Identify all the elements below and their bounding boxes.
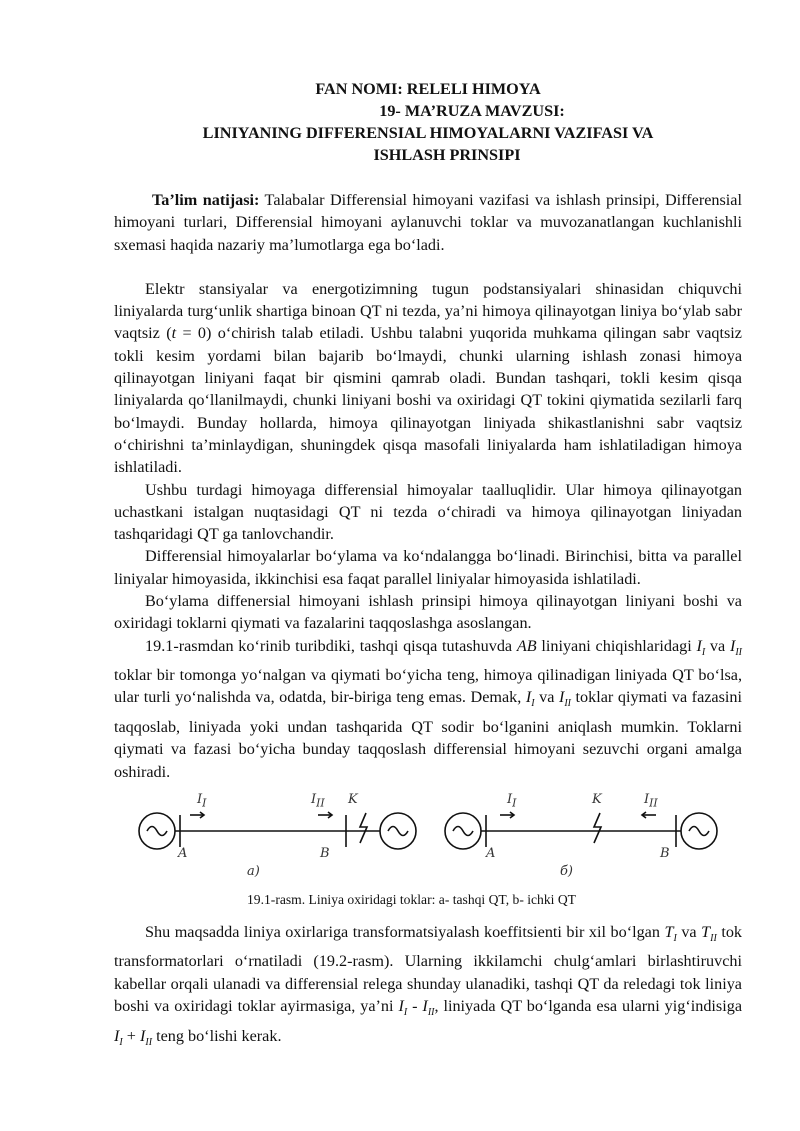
text: liniyani chiqishlaridagi xyxy=(536,636,697,655)
var-ab: AB xyxy=(516,636,537,655)
text: tok transformatorlari o‘rnatiladi (19.2-rasm). Ularning ikkilamchi chulg‘amlari birlashtiruvchi kabellar orqali ulanadi va differensial relega shunday ulanadiki, tashqi QT da reledagi tok liniya boshi va oxiridagi toklar ayirmasiga, ya’ni xyxy=(114,922,743,1016)
subscript: II xyxy=(710,933,717,945)
label-i1-a xyxy=(197,789,206,815)
text: + xyxy=(122,1026,140,1045)
title-line-1: FAN NOMI: RELELI HIMOYA xyxy=(315,80,541,98)
text: = 0) o‘chirish talab etiladi. Ushbu talabni yuqorida muhkama qilingan sabr vaqtsiz tokli kesim yordami bilan bajarib bo‘lmaydi, chunki ularning ishlash zonasi himoya qilinayotgan liniyani faqat bir qismini qamrab oladi. Bundan tashqari, tokli kesim qisqa liniyalarda qo‘llanilmaydi, chunki liniyani boshi va oxiridagi QT tokini qiymatida sezilarli farq bo‘lmaydi. Bunday hollarda, himoya qilinayotgan liniyada shikastlanishni sabr vaqtsiz o‘chirishni ta’minlaydigan, shuningdek qisqa masofali liniyalarda ham ishlatiladigan himoya ishlatiladi. xyxy=(114,324,742,477)
subscript: II xyxy=(316,796,325,810)
var-t: T xyxy=(664,922,674,941)
subscript: II xyxy=(735,646,742,658)
var-i: I xyxy=(114,1026,120,1045)
subscript: II xyxy=(564,698,572,710)
learning-outcome-label: Ta’lim natijasi: xyxy=(152,191,260,209)
learning-outcome-text: Talabalar Differensial himoyani vazifasi va ishlash prinsipi, Differensial himoyani turlari, Differensial himoyani aylanuvchi toklar va muvozanatlangan kuchlanishli sxemasi haqida nazariy ma’lumotlarga ega bo‘ladi. xyxy=(114,191,742,254)
text: Shu maqsadda liniya oxirlariga transformatsiyalash koeffitsienti bir xil bo‘lgan xyxy=(145,922,665,941)
paragraph-1 xyxy=(114,278,742,479)
symbol: I xyxy=(311,791,317,807)
label-a-b: A xyxy=(486,845,496,861)
title-line-2: 19- MA’RUZA MAVZUSI: xyxy=(379,102,565,120)
text: , liniyada QT bo‘lganda esa ularni yig‘indisiga xyxy=(434,997,742,1016)
subscript: I xyxy=(202,796,207,810)
paragraph-2: Ushbu turdagi himoyaga differensial himoyalar taalluqlidir. Ular himoya qilinayotgan uchastkani istalgan nuqtasidagi QT ni tezda o‘chiradi va himoya qilinayotgan liniyadan tashqaridagi QT ga tanlovchandir. xyxy=(114,480,742,544)
text: toklar qiymati va fazasini taqqoslab, liniyada yoki undan tashqarida QT sodir bo‘lganini aniqlash mumkin. Toklarni qiymati va fazasi bo‘yicha bunday taqqoslash differensial himoyani sezuvchi organi amalga oshiradi. xyxy=(114,688,743,781)
var-i: I xyxy=(139,1026,146,1045)
text: teng bo‘lishi kerak. xyxy=(152,1026,282,1045)
var-t: T xyxy=(701,922,711,941)
text: 19.1-rasmdan ko‘rinib turibdiki, tashqi qisqa tutashuvda xyxy=(145,636,517,655)
var-t: t xyxy=(171,324,177,343)
subscript: I xyxy=(512,796,517,810)
subscript: II xyxy=(427,1007,435,1019)
var-i: I xyxy=(696,636,702,655)
subscript: I xyxy=(673,933,677,945)
subscript: I xyxy=(701,646,706,658)
title-line-4: ISHLASH PRINSIPI xyxy=(373,146,521,164)
lecture-title xyxy=(114,78,742,166)
label-i2-b xyxy=(644,789,658,815)
subscript: II xyxy=(145,1036,153,1048)
title-line-3: LINIYANING DIFFERENSIAL HIMOYALARNI VAZIFASI VA xyxy=(202,124,654,142)
var-i: I xyxy=(558,688,565,707)
symbol: I xyxy=(507,791,513,807)
figure-caption: 19.1-rasm. Liniya oxiridagi toklar: a- tashqi QT, b- ichki QT xyxy=(247,891,576,907)
var-i: I xyxy=(729,636,736,655)
label-b-a: B xyxy=(320,845,330,861)
text: va xyxy=(705,636,730,655)
paragraph-5 xyxy=(114,635,742,783)
var-i: I xyxy=(525,688,532,707)
document-page xyxy=(114,78,742,1054)
label-k-a: K xyxy=(348,791,358,807)
subscript: I xyxy=(119,1036,123,1048)
paragraph-3: Differensial himoyalarlar bo‘ylama va ko‘ndalangga bo‘linadi. Birinchisi, bitta va parallel liniyalar himoyasida, ikkinchisi esa faqat parallel liniyalar himoyasida ishlatiladi. xyxy=(114,547,742,588)
text: va xyxy=(676,922,702,941)
fault-k-b xyxy=(594,813,601,843)
fault-k-a xyxy=(360,813,367,843)
subscript: II xyxy=(649,796,658,810)
subscript: I xyxy=(403,1007,408,1019)
paragraph-6 xyxy=(114,921,742,1054)
label-a-a: A xyxy=(178,845,188,861)
label-subfig-b: б) xyxy=(560,863,574,879)
label-i2-a xyxy=(311,789,325,815)
var-i: I xyxy=(398,997,404,1016)
subscript: I xyxy=(531,698,535,710)
var-i: I xyxy=(422,997,428,1016)
sine-symbol xyxy=(147,826,167,835)
learning-outcome-paragraph xyxy=(114,189,742,256)
symbol: I xyxy=(197,791,203,807)
text: va xyxy=(534,688,559,707)
text: Elektr stansiyalar va energotizimning tugun podstansiyalari shinasidan chiquvchi liniyalarda turg‘unlik shartiga binoan QT ni tezda, ya’ni himoya qilinayotgan liniya bo‘ylab sabr vaqtsiz ( xyxy=(114,279,742,343)
text: - xyxy=(407,997,423,1016)
label-i1-b xyxy=(507,789,516,815)
paragraph-4: Bo‘ylama diffenersial himoyani ishlash prinsipi himoya qilinayotgan liniyani boshi va oxiridagi toklarni qiymati va fazalarini taqqoslashga asoslangan. xyxy=(114,592,742,633)
label-b-b: B xyxy=(660,845,670,861)
text: toklar bir tomonga yo‘nalgan va qiymati bo‘yicha teng, himoya qilinadigan liniyada QT bo‘lsa, ular turli yo‘nalishda va, odatda, bir-biriga teng emas. Demak, xyxy=(114,666,742,707)
label-k-b: K xyxy=(592,791,602,807)
symbol: I xyxy=(644,791,650,807)
label-subfig-a: а) xyxy=(247,863,260,879)
figure-19-1 xyxy=(114,791,742,913)
